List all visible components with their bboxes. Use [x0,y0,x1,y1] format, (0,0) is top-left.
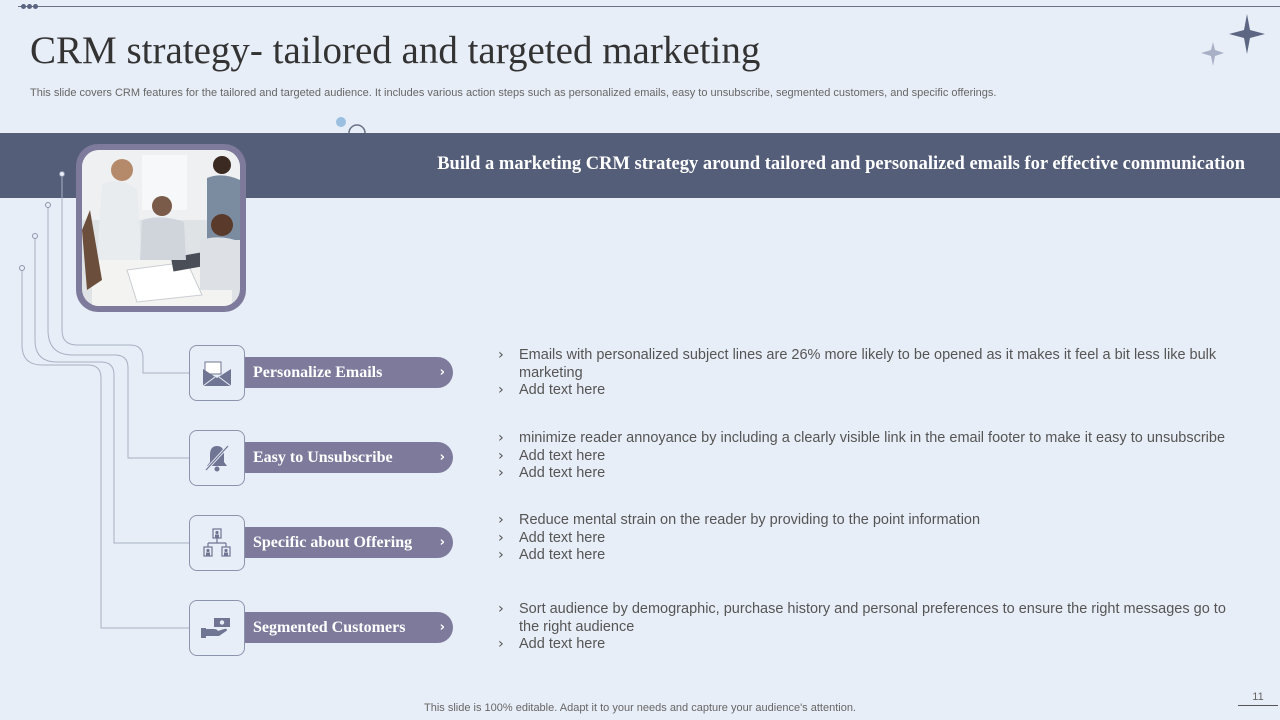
sparkle-stars-decoration [1195,12,1270,72]
bullet-item: › Add text here [498,547,1243,565]
bullet-item: › Emails with personalized subject lines are 26% more likely to be opened as it makes it feel a bit less like bulk marketing [498,347,1243,382]
envelope-icon [202,359,232,387]
personalize-emails-icon-box [189,345,245,401]
bullet-item: › minimize reader annoyance by including a clearly visible link in the email footer to make it easy to unsubscribe [498,430,1243,448]
slide-dots-decoration [21,4,41,10]
team-meeting-photo [82,150,240,306]
bullet-item: › Add text here [498,465,1243,483]
chevron-right-icon: › [439,620,445,635]
segmented-customers-label: Segmented Customers [253,619,406,636]
top-rule [18,6,1280,7]
page-number: 11 [1238,688,1278,706]
segmented-customers-icon-box [189,600,245,656]
banner-text: Build a marketing CRM strategy around tailored and personalized emails for effective communication [437,154,1245,174]
specific-offering-label: Specific about Offering [253,534,413,551]
segmented-customers-pill[interactable] [245,612,453,643]
chevron-right-icon: › [439,365,445,380]
bullet-item: › Add text here [498,530,1243,548]
bell-off-icon [202,443,232,473]
page-title: CRM strategy- tailored and targeted marketing [30,29,761,72]
personalize-emails-bullets [498,347,1243,400]
personalize-emails-pill[interactable] [245,357,453,388]
personalize-emails-label: Personalize Emails [253,364,383,381]
hand-money-icon [200,615,234,641]
footer-text: This slide is 100% editable. Adapt it to your needs and capture your audience's attention. [424,702,856,714]
bullet-item: › Sort audience by demographic, purchase history and personal preferences to ensure the right messages go to the right audience [498,601,1243,636]
easy-unsubscribe-icon-box [189,430,245,486]
easy-unsubscribe-pill[interactable] [245,442,453,473]
page-subtitle: This slide covers CRM features for the tailored and targeted audience. It includes various action steps such as personalized emails, easy to unsubscribe, segmented customers, and specific offerings. [30,87,997,99]
bullet-item: › Add text here [498,448,1243,466]
org-chart-icon [202,527,232,559]
easy-unsubscribe-label: Easy to Unsubscribe [253,449,393,466]
chevron-right-icon: › [439,535,445,550]
bullet-item: › Reduce mental strain on the reader by providing to the point information [498,512,1243,530]
bullet-item: › Add text here [498,636,1243,654]
specific-offering-icon-box [189,515,245,571]
specific-offering-bullets [498,512,1243,565]
bullet-item: › Add text here [498,382,1243,400]
easy-unsubscribe-bullets [498,430,1243,483]
segmented-customers-bullets [498,601,1243,654]
team-photo-frame [76,144,246,312]
chevron-right-icon: › [439,450,445,465]
specific-offering-pill[interactable] [245,527,453,558]
